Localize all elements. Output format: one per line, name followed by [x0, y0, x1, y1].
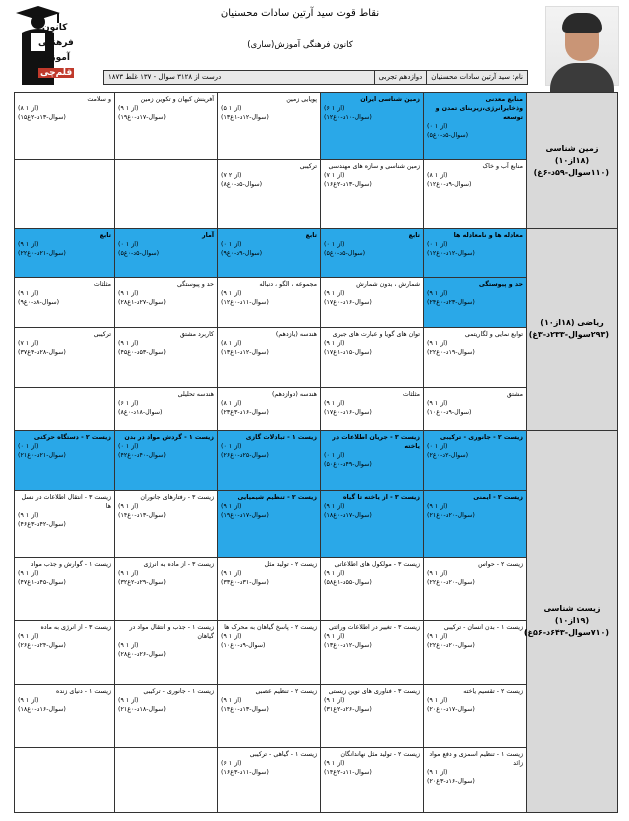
topic-stat: (۲۲سوال-۱۹د-۰غ): [427, 348, 475, 356]
topic-title: آمار: [201, 232, 214, 240]
topic-stat: (۶ از ۱): [221, 760, 242, 768]
topic-stat: (۲۶سوال-۲۵د-۰غ): [221, 451, 269, 459]
topic-stat: (۱۴سوال-۱۳د-۰غ): [118, 512, 166, 520]
topic-title: پویایی زمین: [286, 96, 317, 103]
topic-cell: [218, 327, 321, 388]
topic-stat: (۹ از ۱): [427, 339, 448, 347]
topic-title: زیست ۳ - از یاخته تا گیاه: [342, 494, 420, 502]
topic-stat: (۲۸سوال-۲۶د-۰غ): [118, 651, 166, 659]
topic-cell: [321, 491, 424, 558]
topic-stat: (۹ از ۱): [427, 696, 448, 704]
logo-text-1: کانون: [42, 23, 68, 33]
topic-title: زمین شناسی ایران: [360, 96, 420, 103]
topic-stat: (۵۸سوال-۵۵د-۱غ): [324, 578, 372, 586]
topic-stat: (۳۷سوال-۲۸د-۴غ): [18, 348, 66, 356]
topic-stat: (۷ از ۱): [18, 339, 39, 347]
topic-stat: (۲۱سوال-۲۰د-۰غ): [427, 512, 475, 520]
topic-title: زیست ۱ - دنیای زنده: [56, 687, 111, 695]
topic-stat: (۲۶سوال-۲۴د-۰غ): [18, 642, 66, 650]
topic-stat: (۲۰سوال-۱۶د-۳غ): [427, 778, 475, 786]
topic-cell: [218, 388, 321, 430]
topic-stat: (۹ از ۱): [118, 569, 139, 577]
topic-stat: (۹ از ۱): [118, 696, 139, 704]
topic-stat: (۱۶سوال-۱۳د-۲غ): [324, 180, 372, 188]
topic-stat: (۱۸سوال-۱۶د-۰غ): [18, 705, 66, 713]
topic-stat: (۹ از ۱): [118, 289, 139, 297]
topic-stat: (۱۲سوال-۱۰د-۰غ): [324, 114, 372, 121]
topic-stat: (۰ از ۱): [427, 241, 448, 249]
topic-stat: (۲۱سوال-۱۸د-۰غ): [118, 705, 166, 713]
table-row: [15, 93, 618, 160]
subject-label: ریاضی (۱۸از۱۰) (۲۹۳سوال-۲۳۳د-۳غ): [527, 229, 618, 431]
topic-stat: (۹ از ۱): [324, 289, 345, 297]
topic-title: مشتق: [506, 391, 523, 399]
topic-cell: [218, 93, 321, 160]
topic-title: هندسه (یازدهم): [275, 330, 317, 338]
topic-cell: [115, 491, 218, 558]
topic-cell: [115, 159, 218, 229]
score-summary: ۱۸۷۳ درست از ۳۱۲۸ سوال - ۱۳۷ غلط: [108, 73, 222, 81]
logo-text-2: فرهنگی: [38, 38, 74, 48]
topic-stat: (۴۷سوال-۴۵د-۱غ): [18, 578, 66, 586]
topic-title: زیست ۲ - پاسخ گیاهان به محرک ها: [224, 624, 317, 632]
topic-title: زیست ۲ - حواس: [478, 560, 523, 568]
topic-title: زیست ۱ - جذب و انتقال مواد در گیاهان: [129, 624, 214, 641]
topic-stat: (۵سوال-۵د-۰غ): [118, 250, 160, 258]
topic-cell: [15, 557, 115, 621]
topic-stat: (۹سوال-۹د-۰غ): [221, 250, 263, 258]
topic-cell: [321, 748, 424, 813]
topic-stat: (۹ از ۱): [118, 339, 139, 347]
topic-cell: [115, 430, 218, 491]
topic-cell: [15, 159, 115, 229]
topic-stat: (۱۲سوال-۱۲د-۰غ): [427, 250, 475, 258]
topic-cell: [321, 430, 424, 491]
topic-stat: (۱۳سوال-۱۲د-۰غ): [324, 642, 372, 650]
topic-cell: [115, 557, 218, 621]
topic-title: زیست ۳ - انتقال اطلاعات در نسل ها: [21, 494, 111, 511]
topic-stat: (۲۸سوال-۲۷د-۱غ): [118, 298, 166, 306]
topic-stat: (۷ از ۱): [324, 171, 345, 179]
topic-stat: (۲۰سوال-۱۷د-۰غ): [427, 705, 475, 713]
topic-title: زیست ۳ - مولکول های اطلاعاتی: [334, 560, 420, 568]
topic-cell: [218, 229, 321, 277]
topic-stat: (۲سوال-۲د-۰غ): [427, 451, 469, 459]
topic-stat: (۰ از ۱): [427, 442, 448, 450]
topic-title: زیست ۳ - رفتارهای جانوران: [140, 494, 214, 502]
topic-stat: (۲۲سوال-۲۰د-۰غ): [427, 578, 475, 586]
topic-cell: [115, 327, 218, 388]
topic-stat: (۹ از ۱): [18, 569, 39, 577]
topic-title: زیست ۳ - از ماده به انرژی: [143, 560, 214, 568]
topic-cell: [424, 491, 527, 558]
topic-stat: (۹ از ۱): [324, 633, 345, 641]
topic-cell: [15, 684, 115, 748]
topic-title: مجموعه ، الگو ، دنباله: [259, 280, 317, 288]
topic-cell: [424, 93, 527, 160]
topic-cell: [321, 388, 424, 430]
topic-stat: (۱۰سوال-۹د-۰غ): [221, 642, 266, 650]
topic-stat: (۸ از ۱): [221, 400, 242, 408]
topic-stat: (۲۴سوال-۲۳د-۰غ): [427, 298, 475, 306]
topic-title: زیست ۲ - دستگاه حرکتی: [33, 433, 111, 441]
topic-title: منابع معدنی وذخایرانرژی،زیربنای تمدن و توسعه: [435, 96, 523, 121]
topic-title: شمارش ، بدون شمارش: [356, 280, 420, 288]
topic-stat: (۰ از ۱): [118, 241, 139, 249]
topic-stat: (۹ از ۱): [221, 696, 242, 704]
topic-title: زیست ۱ - تنظیم اسمزی و دفع مواد زائد: [429, 751, 523, 768]
topic-stat: (۳۲سوال-۲۹د-۲غ): [118, 578, 166, 586]
topic-stat: (۸سوال-۵د-۰غ): [221, 180, 263, 188]
topic-cell: [218, 748, 321, 813]
topic-title: مثلثات: [402, 391, 420, 399]
topic-stat: (۹ از ۱): [427, 633, 448, 641]
topic-stat: (۱۹سوال-۱۷د-۰غ): [221, 512, 269, 520]
logo-text-4: قلم‌چی: [40, 68, 73, 78]
topic-stat: (۹ از ۱): [324, 569, 345, 577]
topic-stat: (۱۸سوال-۱۷د-۰غ): [324, 512, 372, 520]
topic-title: توابع نمایی و لگاریتمی: [464, 330, 523, 338]
topic-cell: [115, 277, 218, 327]
topic-stat: (۷ از ۲): [221, 171, 242, 179]
topic-stat: (۰ از ۱): [221, 241, 242, 249]
topic-stat: (۹سوال-۸د-۰غ): [18, 298, 60, 306]
topic-cell: [424, 229, 527, 277]
topic-stat: (۱۵سوال-۱۳د-۲غ): [18, 114, 66, 121]
topic-cell: [424, 277, 527, 327]
topic-cell: [15, 388, 115, 430]
topic-title: زیست ۲ - تقسیم یاخته: [463, 687, 523, 695]
topic-stat: (۵ از ۱): [221, 105, 242, 112]
topic-stat: (۱۴سوال-۱۳د-۰غ): [221, 705, 269, 713]
topic-title: زیست ۳ - جریان اطلاعات در یاخته: [332, 433, 420, 450]
topic-stat: (۴۵سوال-۵۳د-۰غ): [118, 348, 166, 356]
student-name: نام: سید آرتین سادات محسنیان: [426, 71, 527, 84]
topic-cell: [15, 229, 115, 277]
topic-stat: (۱۲سوال-۱۱د-۰غ): [221, 298, 269, 306]
topic-cell: [321, 621, 424, 685]
topic-stat: (۱۷سوال-۱۵د-۱غ): [324, 348, 372, 356]
student-photo: [545, 6, 619, 86]
topic-cell: [115, 748, 218, 813]
topic-cell: [321, 229, 424, 277]
topic-title: زیست ۱ - تبادلات گازی: [245, 433, 317, 441]
topic-stat: (۵۰سوال-۴۹د-۰غ): [324, 460, 372, 468]
topic-cell: [321, 557, 424, 621]
topic-stat: (۹ از ۱): [221, 633, 242, 641]
topic-title: زیست ۱ - گردش مواد در بدن: [124, 433, 214, 441]
topic-stat: (۸ از ۱): [18, 105, 39, 112]
topic-title: مثلثات: [93, 280, 111, 288]
topic-cell: [15, 621, 115, 685]
topic-cell: [424, 388, 527, 430]
topic-title: معادله ها و نامعادله ها: [453, 232, 523, 240]
topic-title: زیست ۲ - تنظیم شیمیایی: [237, 494, 317, 502]
topic-stat: (۱۰سوال-۹د-۰غ): [427, 409, 472, 417]
topic-stat: (۳۳سوال-۳۱د-۰غ): [221, 578, 269, 586]
topic-title: زیست ۱ - گیاهی - ترکیبی: [249, 751, 317, 759]
topic-stat: (۹ از ۱): [427, 289, 448, 297]
topic-title: تابع: [99, 232, 111, 240]
topic-cell: [115, 621, 218, 685]
topic-cell: [424, 430, 527, 491]
topic-cell: [321, 327, 424, 388]
topic-title: زیست ۲ - تولید مثل نهاندانگان: [340, 751, 420, 759]
topic-cell: [424, 684, 527, 748]
topic-cell: [218, 159, 321, 229]
topic-cell: [218, 430, 321, 491]
topic-stat: (۴۲سوال-۴۰د-۰غ): [118, 451, 166, 459]
topic-cell: [321, 159, 424, 229]
topic-title: تابع: [305, 232, 317, 240]
topic-cell: [424, 327, 527, 388]
topic-stat: (۲۱سوال-۲۱د-۰غ): [18, 451, 66, 459]
topic-stat: (۵سوال-۵د-۰غ): [324, 250, 366, 258]
topic-cell: [321, 277, 424, 327]
topic-cell: [15, 748, 115, 813]
topic-stat: (۲۳سوال-۱۶د-۳غ): [221, 409, 269, 417]
topic-cell: [218, 684, 321, 748]
topic-cell: [15, 327, 115, 388]
topic-stat: (۰ از ۱): [118, 442, 139, 450]
table-row: [15, 229, 618, 277]
topic-stat: (۲۲سوال-۲۱د-۰غ): [18, 250, 66, 258]
topic-stat: (۰ از ۱): [18, 442, 39, 450]
topic-title: زیست ۳ - تغییر در اطلاعات وراثتی: [328, 624, 420, 632]
topic-stat: (۹ از ۱): [18, 633, 39, 641]
topic-cell: [218, 277, 321, 327]
topic-cell: [115, 93, 218, 160]
topic-title: زیست ۳ - فناوری های نوین زیستی: [328, 687, 420, 695]
topic-stat: (۲۲سوال-۲۰د-۰غ): [427, 642, 475, 650]
topic-stat: (۹ از ۱): [427, 400, 448, 408]
topic-title: حد و پیوستگی: [176, 280, 214, 288]
topic-stat: (۸ از ۱): [427, 171, 448, 179]
topic-title: زیست ۲ - تنظیم عصبی: [255, 687, 317, 695]
topic-stat: (۱۹سوال-۱۷د-۰غ): [118, 114, 166, 121]
topic-title: زمین شناسی و سازه های مهندسی: [328, 162, 420, 170]
topic-cell: [424, 159, 527, 229]
topic-title: کاربرد مشتق: [179, 330, 214, 338]
topic-title: زیست ۱ - بدن انسان - ترکیبی: [443, 624, 523, 632]
grade-field: دوازدهم تجربی: [374, 71, 427, 84]
topic-cell: [424, 621, 527, 685]
topic-title: تابع: [408, 232, 420, 240]
topic-title: هندسه تحلیلی: [177, 391, 214, 399]
topic-stat: (۹ از ۱): [427, 769, 448, 777]
topic-stat: (۹ از ۱): [221, 289, 242, 297]
topic-stat: (۹ از ۱): [18, 512, 39, 520]
topic-stat: (۹ از ۱): [221, 503, 242, 511]
topic-stat: (۶ از ۱): [118, 400, 139, 408]
topic-title: ترکیبی: [299, 162, 317, 170]
topic-stat: (۹ از ۱): [324, 400, 345, 408]
topic-cell: [218, 491, 321, 558]
strengths-table: [14, 92, 618, 813]
topic-cell: [15, 93, 115, 160]
topic-stat: (۰ از ۱): [221, 442, 242, 450]
subject-label: زیست شناسی (۱۹از۱۰) (۷۱۰سوال-۶۴۳د-۵۶غ): [527, 430, 618, 812]
topic-stat: (۸ از ۱): [221, 339, 242, 347]
topic-stat: (۹ از ۱): [118, 105, 139, 112]
topic-title: زیست ۲ - ایمنی: [473, 494, 523, 502]
topic-stat: (۵سوال-۵د-۰غ): [427, 132, 469, 139]
topic-title: و سلامت: [87, 96, 111, 103]
topic-stat: (۹ از ۱): [324, 339, 345, 347]
topic-stat: (۱۲سوال-۹د-۰غ): [427, 180, 472, 188]
topic-stat: (۳۱سوال-۲۶د-۲غ): [324, 705, 372, 713]
info-bar: [103, 70, 528, 85]
topic-stat: (۹ از ۱): [324, 503, 345, 511]
topic-stat: (۹ از ۱): [118, 503, 139, 511]
topic-stat: (۱۳سوال-۱۲د-۱غ): [221, 348, 269, 356]
page-title: نقاط قوت سید آرتین سادات محسنیان: [220, 8, 380, 19]
topic-stat: (۰ از ۱): [324, 451, 345, 459]
logo-text-3: آموزش: [38, 53, 70, 63]
topic-title: زیست ۲ - تولید مثل: [264, 560, 317, 568]
topic-cell: [115, 229, 218, 277]
topic-cell: [218, 621, 321, 685]
topic-cell: [115, 684, 218, 748]
topic-stat: (۸سوال-۱۸د-۰غ): [118, 409, 163, 417]
topic-cell: [424, 748, 527, 813]
table-row: [15, 430, 618, 491]
topic-cell: [321, 93, 424, 160]
topic-stat: (۶ از ۱): [324, 105, 345, 112]
topic-title: توان های گویا و عبارت های جبری: [332, 330, 420, 338]
topic-stat: (۱۷سوال-۱۶د-۰غ): [324, 298, 372, 306]
topic-stat: (۴۶سوال-۴۲د-۳غ): [18, 521, 66, 529]
topic-stat: (۱۴سوال-۱۱د-۲غ): [324, 769, 372, 777]
topic-title: هندسه (دوازدهم): [271, 391, 317, 399]
topic-title: آفرینش کیهان و تکوین زمین: [140, 96, 214, 103]
topic-title: زیست ۱ - جانوری - ترکیبی: [143, 687, 214, 695]
topic-cell: [115, 388, 218, 430]
logo: [8, 5, 74, 87]
topic-cell: [321, 684, 424, 748]
topic-title: زیست ۲ - جانوری - ترکیبی: [439, 433, 523, 441]
topic-title: منابع آب و خاک: [482, 162, 523, 170]
topic-stat: (۹ از ۱): [427, 503, 448, 511]
topic-stat: (۰ از ۱): [324, 241, 345, 249]
topic-stat: (۹ از ۱): [18, 241, 39, 249]
topic-stat: (۱۶سوال-۱۱د-۳غ): [221, 769, 269, 777]
topic-stat: (۹ از ۱): [324, 696, 345, 704]
topic-cell: [15, 430, 115, 491]
topic-title: ترکیبی: [93, 330, 111, 338]
topic-stat: (۹ از ۱): [18, 289, 39, 297]
topic-stat: (۱۷سوال-۱۶د-۰غ): [324, 409, 372, 417]
topic-stat: (۹ از ۱): [427, 569, 448, 577]
topic-title: زیست ۱ - گوارش و جذب مواد: [30, 560, 111, 568]
page-subtitle: کانون فرهنگی آموزش(ساری): [247, 40, 353, 50]
topic-stat: (۹ از ۱): [118, 642, 139, 650]
topic-stat: (۰ از ۱): [427, 123, 448, 130]
topic-stat: (۹ از ۱): [18, 696, 39, 704]
topic-stat: (۱۳سوال-۱۲د-۱غ): [221, 114, 269, 121]
subject-label: زمین شناسی (۱۸از۱۰) (۱۱۰سوال-۵۹د-۶غ): [527, 93, 618, 229]
topic-cell: [15, 277, 115, 327]
topic-title: حد و پیوستگی: [478, 280, 523, 288]
topic-stat: (۹ از ۱): [221, 569, 242, 577]
topic-stat: (۹ از ۱): [324, 760, 345, 768]
topic-cell: [218, 557, 321, 621]
topic-cell: [424, 557, 527, 621]
topic-cell: [15, 491, 115, 558]
topic-title: زیست ۳ - از انرژی به ماده: [40, 624, 111, 632]
